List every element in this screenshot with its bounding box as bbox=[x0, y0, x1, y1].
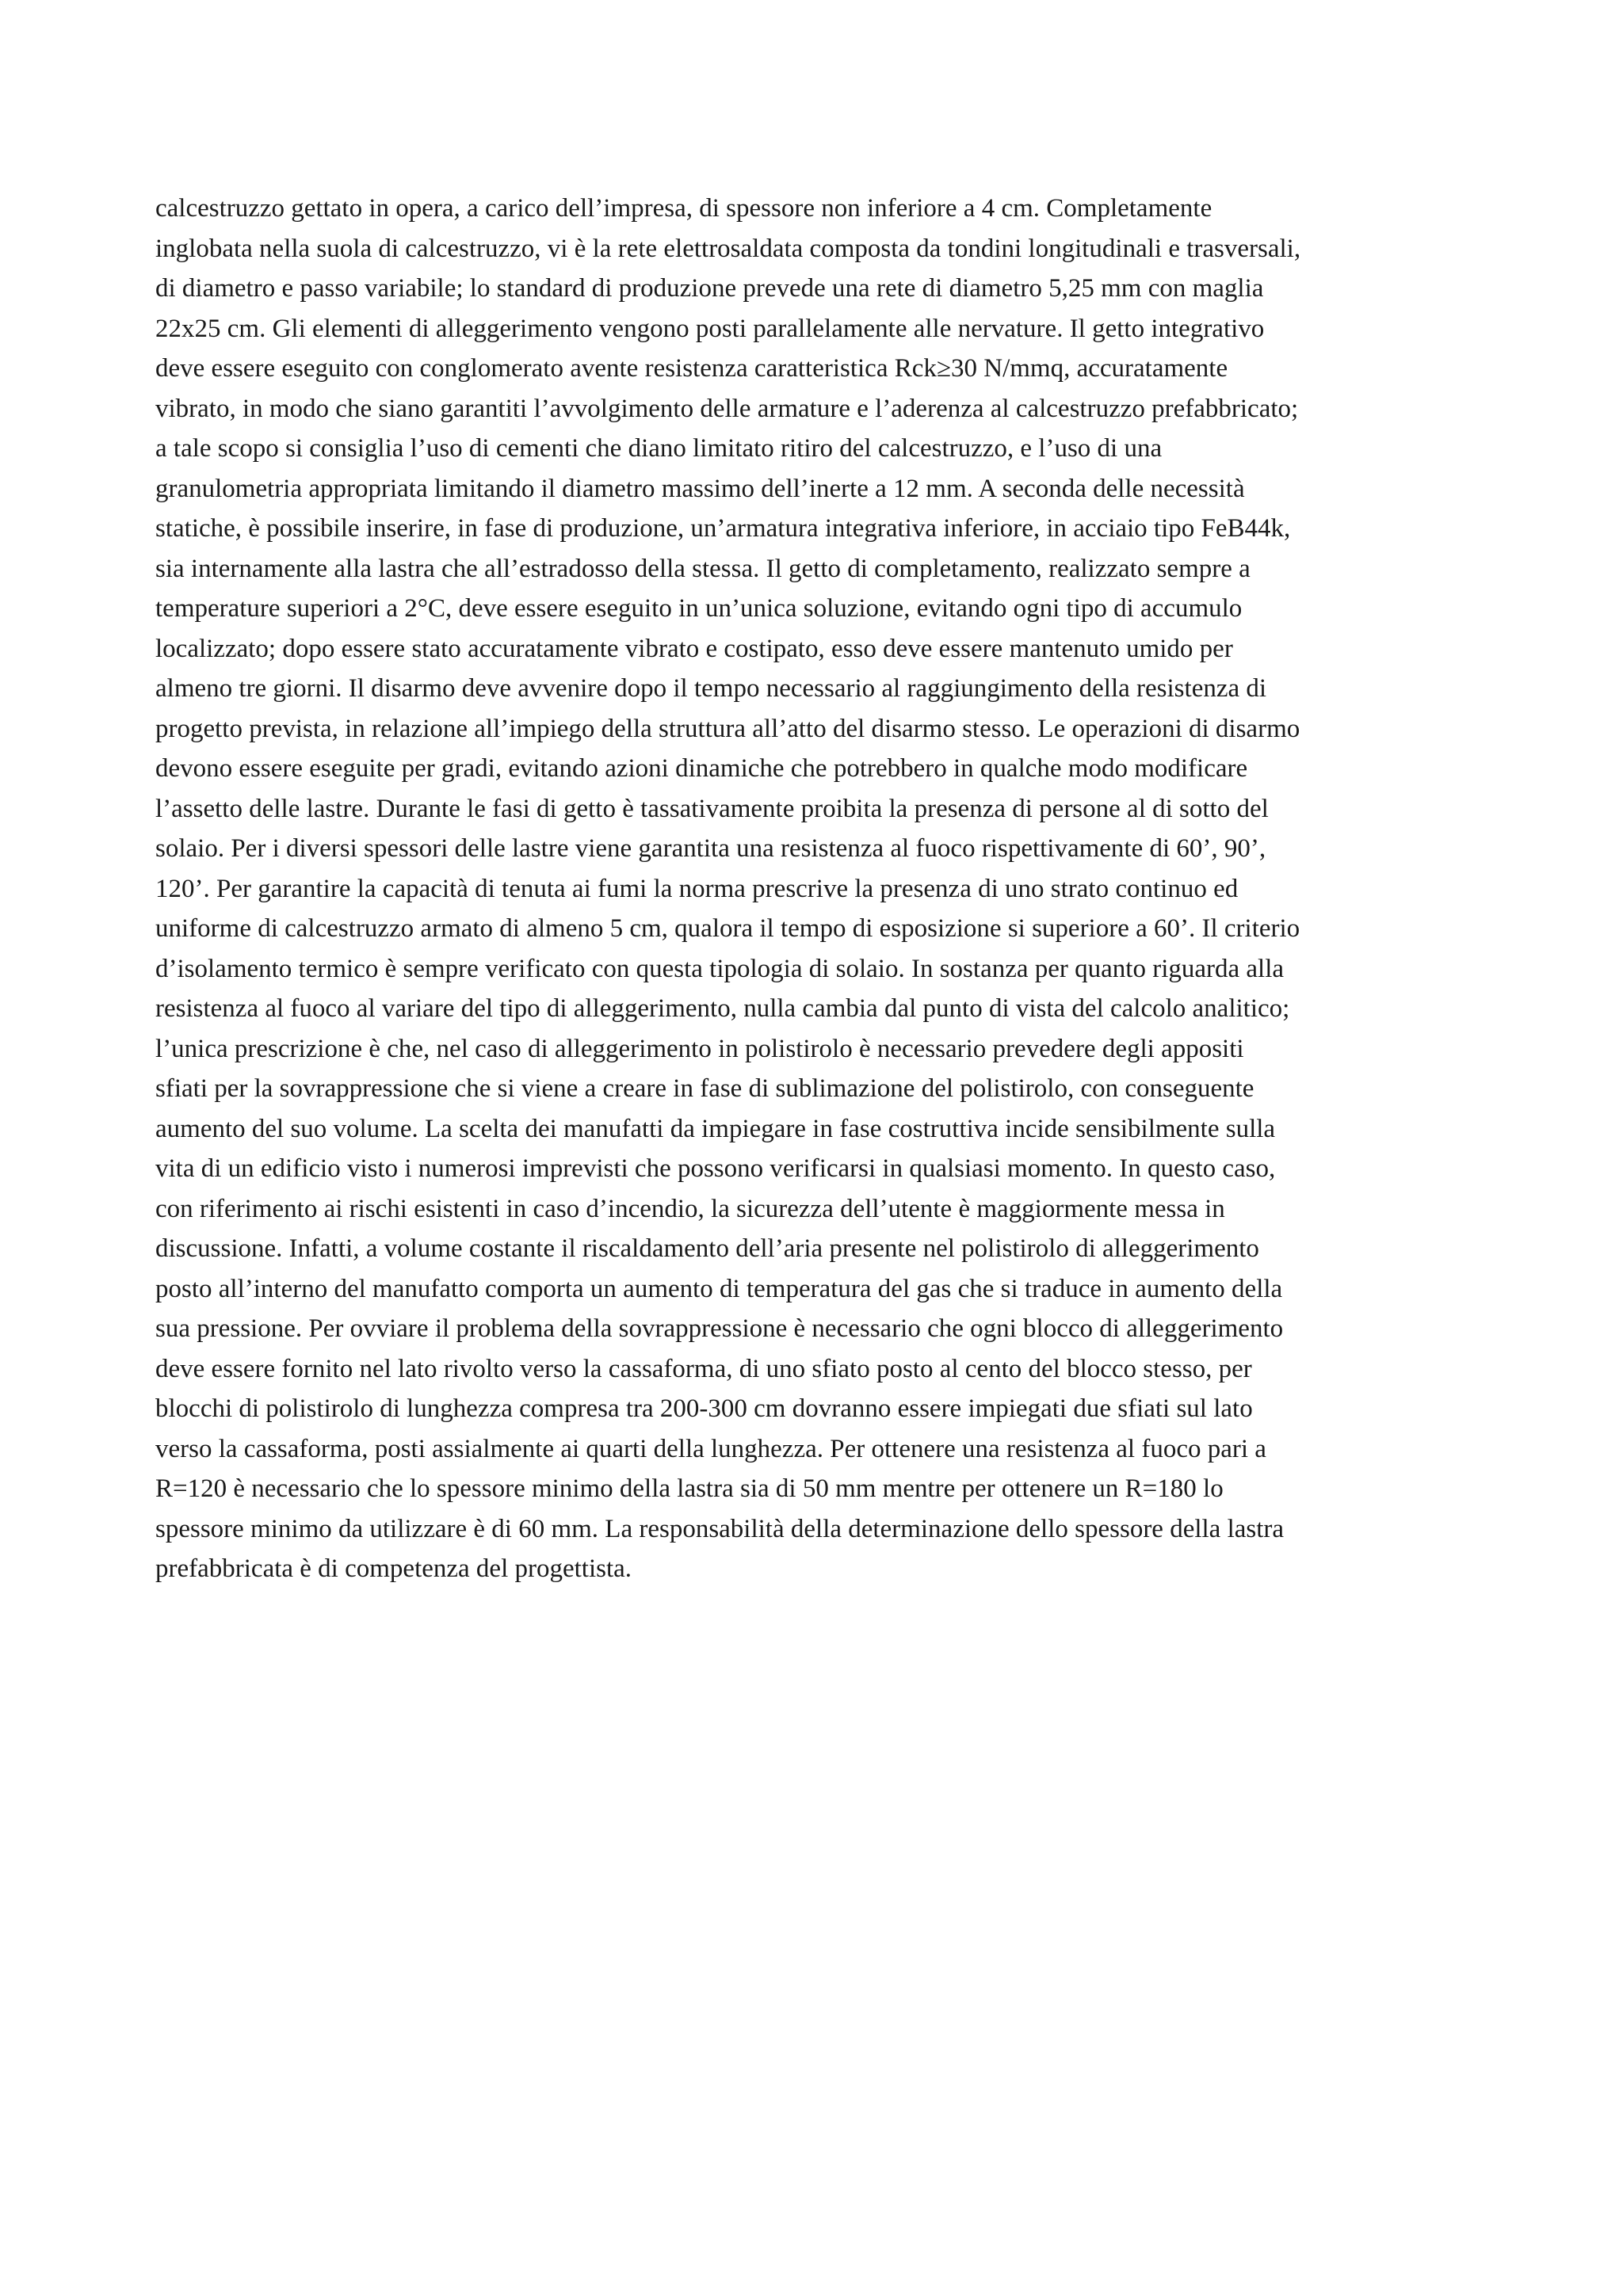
text-line: sua pressione. Per ovviare il problema della sovrappressione è necessario che ogni blocco di alleggerimento bbox=[155, 1314, 1284, 1343]
text-line: sfiati per la sovrappressione che si viene a creare in fase di sublimazione del polistirolo, con conseguente bbox=[155, 1074, 1254, 1103]
text-line: sia internamente alla lastra che all’estradosso della stessa. Il getto di completamento, realizzato sempre a bbox=[155, 554, 1251, 583]
text-line: spessore minimo da utilizzare è di 60 mm. La responsabilità della determinazione dello spessore della lastra bbox=[155, 1514, 1285, 1543]
text-line: a tale scopo si consiglia l’uso di cementi che diano limitato ritiro del calcestruzzo, e l’uso di una bbox=[155, 434, 1163, 463]
text-line: 120’. Per garantire la capacità di tenuta ai fumi la norma prescrive la presenza di uno strato continuo ed bbox=[155, 874, 1239, 903]
text-line: l’unica prescrizione è che, nel caso di alleggerimento in polistirolo è necessario prevedere degli appositi bbox=[155, 1034, 1244, 1063]
text-line: solaio. Per i diversi spessori delle lastre viene garantita una resistenza al fuoco rispettivamente di 60’, 90’, bbox=[155, 834, 1266, 863]
text-line: prefabbricata è di competenza del progettista. bbox=[155, 1554, 632, 1583]
text-line: localizzato; dopo essere stato accuratamente vibrato e costipato, esso deve essere mantenuto umido per bbox=[155, 634, 1233, 663]
text-line: granulometria appropriata limitando il diametro massimo dell’inerte a 12 mm. A seconda delle necessità bbox=[155, 474, 1245, 503]
text-line: vibrato, in modo che siano garantiti l’avvolgimento delle armature e l’aderenza al calcestruzzo prefabbricato; bbox=[155, 394, 1299, 423]
text-line: progetto prevista, in relazione all’impiego della struttura all’atto del disarmo stesso. Le operazioni di disarmo bbox=[155, 714, 1300, 743]
text-line: calcestruzzo gettato in opera, a carico dell’impresa, di spessore non inferiore a 4 cm. Completamente bbox=[155, 194, 1212, 223]
body-paragraph bbox=[155, 189, 1487, 1589]
text-line: blocchi di polistirolo di lunghezza compresa tra 200-300 cm dovranno essere impiegati due sfiati sul lato bbox=[155, 1394, 1253, 1423]
text-line: aumento del suo volume. La scelta dei manufatti da impiegare in fase costruttiva incide sensibilmente sulla bbox=[155, 1114, 1276, 1143]
text-line: temperature superiori a 2°C, deve essere eseguito in un’unica soluzione, evitando ogni tipo di accumulo bbox=[155, 594, 1243, 623]
text-line: l’assetto delle lastre. Durante le fasi di getto è tassativamente proibita la presenza di persone al di sotto del bbox=[155, 794, 1269, 823]
text-line: statiche, è possibile inserire, in fase di produzione, un’armatura integrativa inferiore, in acciaio tipo FeB44k, bbox=[155, 514, 1291, 543]
text-line: deve essere eseguito con conglomerato avente resistenza caratteristica Rck≥30 N/mmq, accuratamente bbox=[155, 354, 1228, 383]
text-line: R=120 è necessario che lo spessore minimo della lastra sia di 50 mm mentre per ottenere un R=180 lo bbox=[155, 1474, 1224, 1503]
text-line: almeno tre giorni. Il disarmo deve avvenire dopo il tempo necessario al raggiungimento della resistenza di bbox=[155, 674, 1267, 703]
text-line: 22x25 cm. Gli elementi di alleggerimento vengono posti parallelamente alle nervature. Il getto integrativo bbox=[155, 314, 1265, 343]
text-line: di diametro e passo variabile; lo standard di produzione prevede una rete di diametro 5,25 mm con maglia bbox=[155, 274, 1264, 303]
text-line: discussione. Infatti, a volume costante il riscaldamento dell’aria presente nel polistirolo di alleggerimento bbox=[155, 1234, 1259, 1263]
text-line: deve essere fornito nel lato rivolto verso la cassaforma, di uno sfiato posto al cento del blocco stesso, per bbox=[155, 1354, 1252, 1383]
text-line: resistenza al fuoco al variare del tipo di alleggerimento, nulla cambia dal punto di vista del calcolo analitico; bbox=[155, 994, 1290, 1023]
text-line: devono essere eseguite per gradi, evitando azioni dinamiche che potrebbero in qualche modo modificare bbox=[155, 754, 1248, 783]
text-line: con riferimento ai rischi esistenti in caso d’incendio, la sicurezza dell’utente è maggiormente messa in bbox=[155, 1194, 1225, 1223]
text-line: posto all’interno del manufatto comporta un aumento di temperatura del gas che si traduce in aumento della bbox=[155, 1274, 1283, 1303]
text-line: vita di un edificio visto i numerosi imprevisti che possono verificarsi in qualsiasi momento. In questo caso, bbox=[155, 1154, 1276, 1183]
text-line: uniforme di calcestruzzo armato di almeno 5 cm, qualora il tempo di esposizione si superiore a 60’. Il criterio bbox=[155, 914, 1300, 943]
text-line: verso la cassaforma, posti assialmente ai quarti della lunghezza. Per ottenere una resistenza al fuoco pari a bbox=[155, 1434, 1266, 1463]
text-line: d’isolamento termico è sempre verificato con questa tipologia di solaio. In sostanza per quanto riguarda alla bbox=[155, 954, 1285, 983]
text-line: inglobata nella suola di calcestruzzo, vi è la rete elettrosaldata composta da tondini longitudinali e trasversali, bbox=[155, 234, 1301, 263]
